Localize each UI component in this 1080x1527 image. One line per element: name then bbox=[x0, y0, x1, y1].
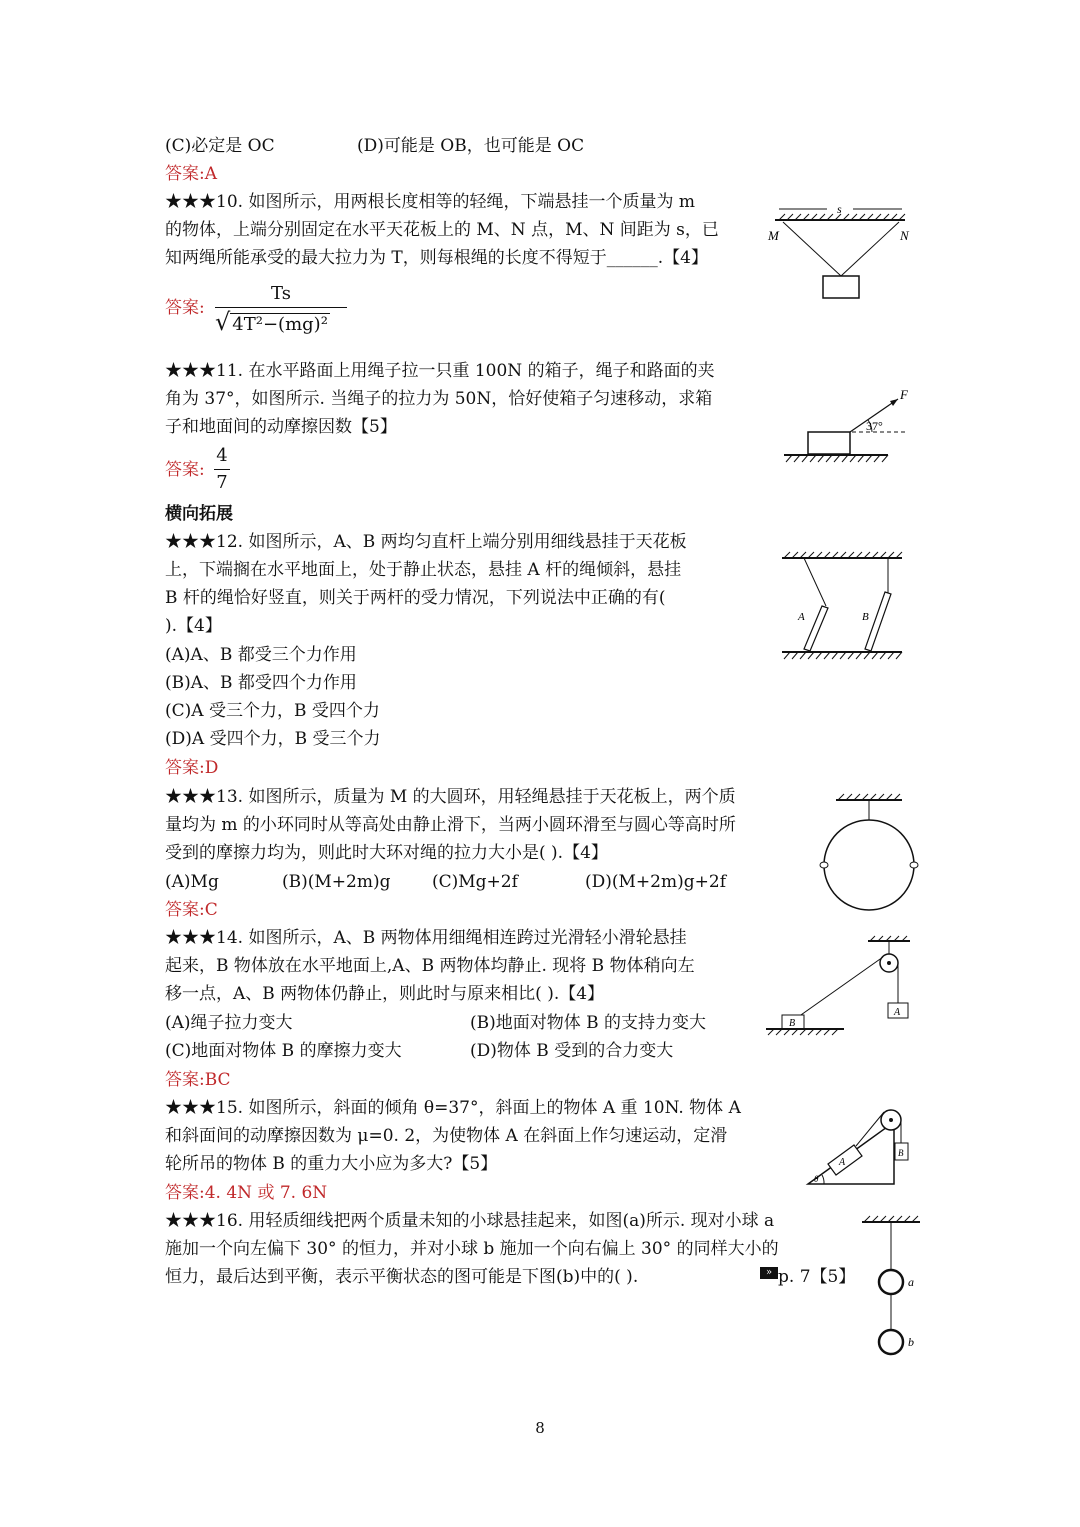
q16-reference: p. 7【5】 bbox=[778, 1267, 856, 1287]
q14-line-2: 起来，B 物体放在水平地面上,A、B 两物体均静止. 现将 B 物体稍向左 bbox=[165, 956, 695, 976]
q10-fig-label-s: s bbox=[837, 202, 842, 216]
fraction-bar bbox=[214, 469, 230, 470]
q11-fig-label-angle: 37° bbox=[866, 419, 883, 433]
q16-figure-a bbox=[858, 1212, 928, 1362]
q13-line-1: ★★★13. 如图所示，质量为 M 的大圆环，用轻绳悬挂于天花板上，两个质 bbox=[165, 787, 736, 807]
q9-answer: 答案:A bbox=[165, 164, 218, 184]
q15-fig-label-theta: θ bbox=[814, 1174, 819, 1184]
q15-line-3: 轮所吊的物体 B 的重力大小应为多大?【5】 bbox=[165, 1154, 498, 1174]
q14-line-1: ★★★14. 如图所示，A、B 两物体用细绳相连跨过光滑轻小滑轮悬挂 bbox=[165, 928, 687, 948]
q12-line-3: B 杆的绳恰好竖直，则关于两杆的受力情况，下列说法中正确的有( bbox=[165, 588, 666, 608]
q14-fig-label-b: B bbox=[789, 1018, 796, 1029]
q9-option-c: (C)必定是 OC bbox=[165, 136, 275, 156]
q13-line-3: 受到的摩擦力均为，则此时大环对绳的拉力大小是( ).【4】 bbox=[165, 843, 608, 863]
sqrt-radicand: 4T²−(mg)² bbox=[232, 314, 328, 335]
q13-option-b: (B)(M+2m)g bbox=[282, 872, 391, 892]
q11-line-3: 子和地面间的动摩擦因数【5】 bbox=[165, 417, 397, 437]
q15-fig-label-b: B bbox=[898, 1148, 904, 1158]
q12-option-a: (A)A、B 都受三个力作用 bbox=[165, 645, 357, 665]
q11-answer-numerator: 4 bbox=[216, 445, 228, 466]
q11-answer-label: 答案: bbox=[165, 460, 205, 480]
q12-line-2: 上，下端搁在水平地面上，处于静止状态，悬挂 A 杆的绳倾斜，悬挂 bbox=[165, 560, 682, 580]
q16-line-1: ★★★16. 用轻质细线把两个质量未知的小球悬挂起来，如图(a)所示. 现对小球 a bbox=[165, 1211, 775, 1231]
q14-figure bbox=[762, 935, 922, 1040]
q15-line-1: ★★★15. 如图所示，斜面的倾角 θ=37°，斜面上的物体 A 重 10N. 物体 A bbox=[165, 1098, 741, 1118]
q10-line-3: 知两绳所能承受的最大拉力为 T，则每根绳的长度不得短于______.【4】 bbox=[165, 248, 708, 268]
q13-option-a: (A)Mg bbox=[165, 872, 219, 892]
q13-option-d: (D)(M+2m)g+2f bbox=[585, 872, 726, 892]
q12-option-c: (C)A 受三个力，B 受四个力 bbox=[165, 701, 380, 721]
q10-answer-numerator: Ts bbox=[271, 283, 291, 304]
q12-figure bbox=[778, 548, 908, 663]
page-number: 8 bbox=[535, 1419, 545, 1437]
q10-fig-label-m: M bbox=[768, 228, 779, 243]
reference-arrow-icon: » bbox=[760, 1267, 778, 1279]
q10-answer-denominator bbox=[215, 308, 347, 336]
q11-answer-fraction bbox=[214, 446, 230, 493]
q11-answer-denominator: 7 bbox=[216, 472, 228, 493]
q12-line-1: ★★★12. 如图所示，A、B 两均匀直杆上端分别用细线悬挂于天花板 bbox=[165, 532, 687, 552]
q11-figure bbox=[780, 385, 920, 470]
q14-option-d: (D)物体 B 受到的合力变大 bbox=[470, 1041, 674, 1061]
q15-line-2: 和斜面间的动摩擦因数为 μ=0. 2，为使物体 A 在斜面上作匀速运动，定滑 bbox=[165, 1126, 728, 1146]
q12-option-b: (B)A、B 都受四个力作用 bbox=[165, 673, 357, 693]
q10-figure bbox=[765, 200, 915, 305]
q13-figure bbox=[818, 790, 928, 915]
q12-answer: 答案:D bbox=[165, 758, 219, 778]
sqrt-sign: √ bbox=[215, 308, 231, 336]
q12-fig-label-b: B bbox=[862, 611, 869, 623]
q11-line-1: ★★★11. 在水平路面上用绳子拉一只重 100N 的箱子，绳子和路面的夹 bbox=[165, 361, 715, 381]
q11-fig-label-f: F bbox=[900, 387, 908, 402]
q10-line-2: 的物体，上端分别固定在水平天花板上的 M、N 点，M、N 间距为 s，已 bbox=[165, 220, 719, 240]
q13-option-c: (C)Mg+2f bbox=[432, 872, 518, 892]
q16-line-3: 恒力，最后达到平衡，表示平衡状态的图可能是下图(b)中的( ). bbox=[165, 1267, 639, 1287]
q15-figure bbox=[798, 1098, 918, 1193]
q13-answer: 答案:C bbox=[165, 900, 218, 920]
q15-fig-label-a: A bbox=[839, 1157, 846, 1168]
q11-line-2: 角为 37°，如图所示. 当绳子的拉力为 50N，恰好使箱子匀速移动，求箱 bbox=[165, 389, 713, 409]
q16-line-2: 施加一个向左偏下 30° 的恒力，并对小球 b 施加一个向右偏上 30° 的同样大小的 bbox=[165, 1239, 779, 1259]
q9-option-d: (D)可能是 OB，也可能是 OC bbox=[357, 136, 585, 156]
q10-answer-fraction bbox=[215, 284, 347, 335]
q10-fig-label-n: N bbox=[900, 228, 909, 243]
q12-fig-label-a: A bbox=[798, 611, 805, 623]
q12-line-4: ).【4】 bbox=[165, 616, 222, 636]
fraction-bar bbox=[215, 307, 347, 308]
q14-option-c: (C)地面对物体 B 的摩擦力变大 bbox=[165, 1041, 402, 1061]
q14-fig-label-a: A bbox=[894, 1007, 901, 1018]
q10-answer-label: 答案: bbox=[165, 298, 205, 318]
q16-fig-label-a: a bbox=[908, 1275, 914, 1289]
section-title: 横向拓展 bbox=[165, 504, 233, 524]
q13-line-2: 量均为 m 的小环同时从等高处由静止滑下，当两小圆环滑至与圆心等高时所 bbox=[165, 815, 736, 835]
q14-option-a: (A)绳子拉力变大 bbox=[165, 1013, 293, 1033]
q14-answer: 答案:BC bbox=[165, 1070, 231, 1090]
q12-option-d: (D)A 受四个力，B 受三个力 bbox=[165, 729, 381, 749]
q14-line-3: 移一点，A、B 两物体仍静止，则此时与原来相比( ).【4】 bbox=[165, 984, 605, 1004]
q10-line-1: ★★★10. 如图所示，用两根长度相等的轻绳，下端悬挂一个质量为 m bbox=[165, 192, 695, 212]
q14-option-b: (B)地面对物体 B 的支持力变大 bbox=[470, 1013, 707, 1033]
q15-answer: 答案:4. 4N 或 7. 6N bbox=[165, 1183, 328, 1203]
q16-fig-label-b: b bbox=[908, 1335, 914, 1349]
